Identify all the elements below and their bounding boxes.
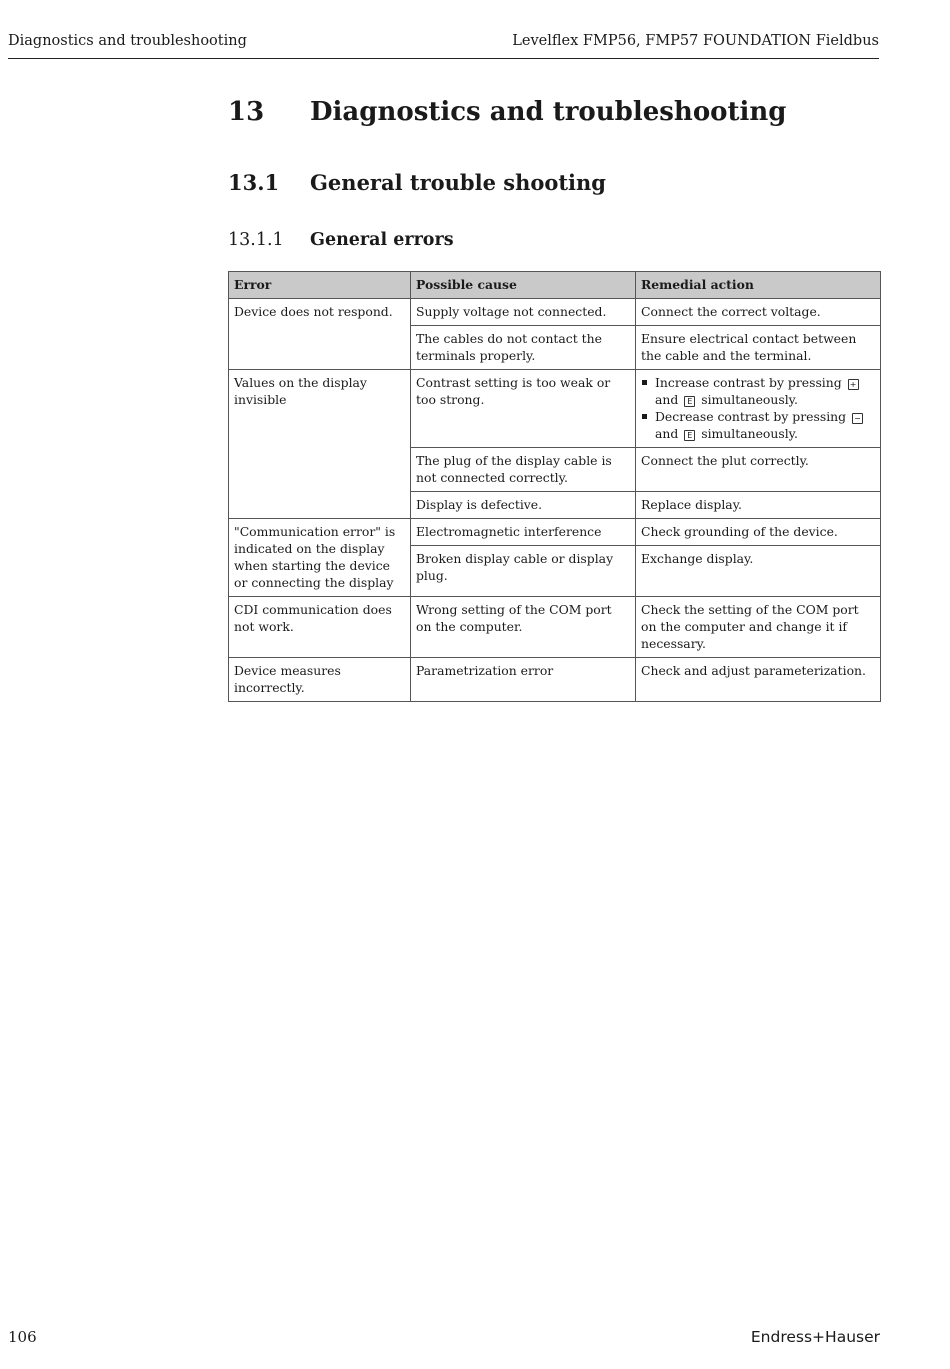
general-errors-table xyxy=(228,271,881,702)
action-cell: Replace display. xyxy=(636,492,881,519)
minus-key-icon: − xyxy=(852,413,863,424)
bullet-text-post: simultaneously. xyxy=(701,426,798,441)
action-cell: Check grounding of the device. xyxy=(636,519,881,546)
action-cell: Check and adjust parameterization. xyxy=(636,658,881,702)
error-cell: Device measures incorrectly. xyxy=(229,658,411,702)
error-cell: Device does not respond. xyxy=(229,299,411,370)
column-header-action: Remedial action xyxy=(636,272,881,299)
column-header-cause: Possible cause xyxy=(411,272,636,299)
action-cell: Connect the plut correctly. xyxy=(636,448,881,492)
column-header-error: Error xyxy=(229,272,411,299)
cause-cell: Electromagnetic interference xyxy=(411,519,636,546)
cause-cell: Wrong setting of the COM port on the computer. xyxy=(411,597,636,658)
running-header xyxy=(8,31,879,59)
cause-cell: Contrast setting is too weak or too strong. xyxy=(411,370,636,448)
table-row xyxy=(229,658,881,702)
chapter-number: 13 xyxy=(228,97,265,127)
bullet-text-mid: and xyxy=(655,392,679,407)
cause-cell: The cables do not contact the terminals properly. xyxy=(411,326,636,370)
cause-cell: The plug of the display cable is not connected correctly. xyxy=(411,448,636,492)
action-cell xyxy=(636,370,881,448)
action-bullet xyxy=(641,408,875,442)
subsection-title: General errors xyxy=(310,230,454,250)
bullet-text-pre: Increase contrast by pressing xyxy=(655,375,842,390)
chapter-title: Diagnostics and troubleshooting xyxy=(310,97,787,127)
action-cell: Check the setting of the COM port on the computer and change it if necessary. xyxy=(636,597,881,658)
section-title: General trouble shooting xyxy=(310,170,606,195)
table-row xyxy=(229,597,881,658)
cause-cell: Display is defective. xyxy=(411,492,636,519)
error-cell: CDI communication does not work. xyxy=(229,597,411,658)
cause-cell: Broken display cable or display plug. xyxy=(411,546,636,597)
section-number: 13.1 xyxy=(228,170,280,195)
subsection-number: 13.1.1 xyxy=(228,230,284,250)
cause-cell: Supply voltage not connected. xyxy=(411,299,636,326)
action-bullet-list xyxy=(641,374,875,442)
error-cell: Values on the display invisible xyxy=(229,370,411,519)
header-section-title: Diagnostics and troubleshooting xyxy=(8,33,247,49)
header-document-title: Levelflex FMP56, FMP57 FOUNDATION Fieldbus xyxy=(512,33,879,49)
table-header-row xyxy=(229,272,881,299)
enter-key-icon: E xyxy=(684,396,695,407)
enter-key-icon: E xyxy=(684,430,695,441)
table-row xyxy=(229,370,881,448)
action-bullet xyxy=(641,374,875,408)
action-cell: Ensure electrical contact between the cable and the terminal. xyxy=(636,326,881,370)
action-cell: Connect the correct voltage. xyxy=(636,299,881,326)
error-cell: "Communication error" is indicated on the display when starting the device or connecting the display xyxy=(229,519,411,597)
action-cell: Exchange display. xyxy=(636,546,881,597)
bullet-text-pre: Decrease contrast by pressing xyxy=(655,409,847,424)
table-row xyxy=(229,299,881,326)
table-row xyxy=(229,519,881,546)
cause-cell: Parametrization error xyxy=(411,658,636,702)
page-number: 106 xyxy=(8,1328,37,1346)
bullet-text-mid: and xyxy=(655,426,679,441)
bullet-text-post: simultaneously. xyxy=(701,392,798,407)
plus-key-icon: + xyxy=(848,379,859,390)
brand-name: Endress+Hauser xyxy=(750,1328,880,1346)
